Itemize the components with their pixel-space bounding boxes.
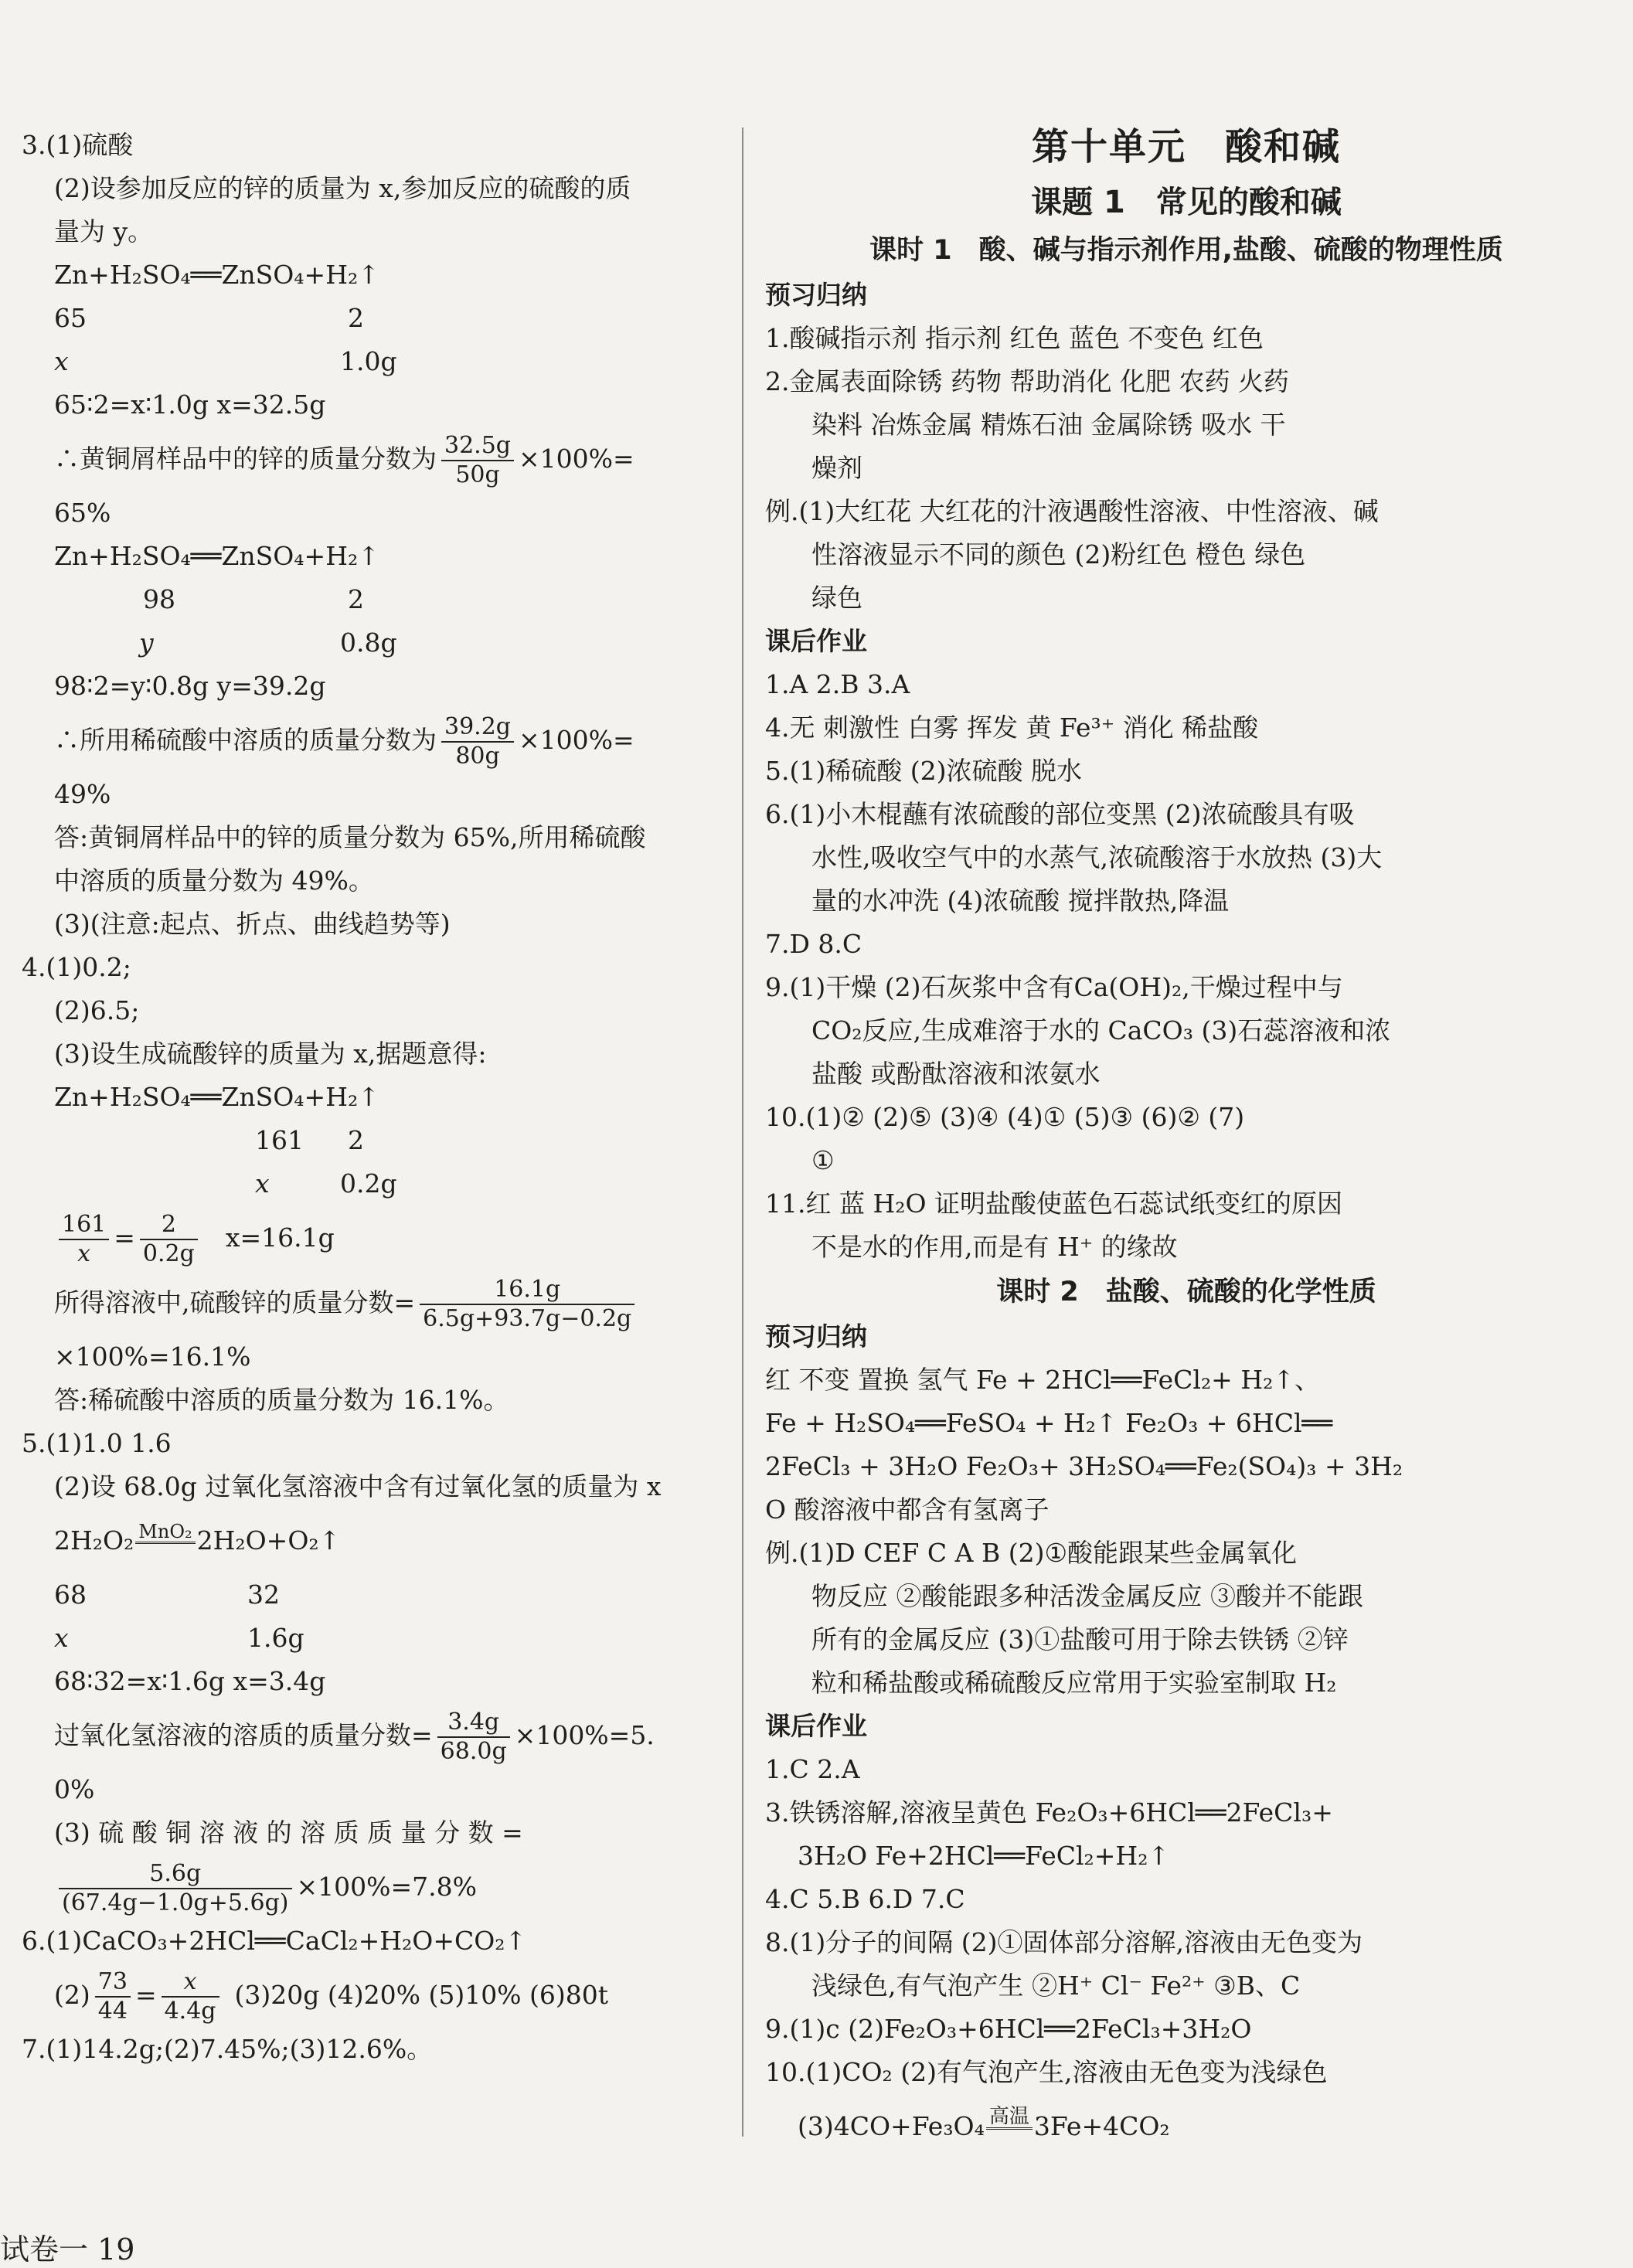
equals-sign: = xyxy=(114,1222,135,1253)
equation-ratio xyxy=(22,578,717,621)
answer-line: 4.(1)0.2; xyxy=(22,952,131,982)
numerator: 5.6g xyxy=(59,1860,292,1889)
ratio-value: 2 xyxy=(348,1125,364,1155)
denominator: 4.4g xyxy=(164,1998,216,2025)
answer-line: 燥剂 xyxy=(811,453,862,483)
fraction-line xyxy=(22,1270,717,1335)
answer-line: 量为 y。 xyxy=(54,216,154,247)
fraction xyxy=(59,1860,292,1917)
answer-line: 物反应 ②酸能跟多种活泼金属反应 ③酸并不能跟 xyxy=(811,1581,1363,1611)
answer-line: 7.D 8.C xyxy=(765,929,862,959)
answer-line: 49% xyxy=(54,779,111,809)
fraction-suffix: (3)20g (4)20% (5)10% (6)80t xyxy=(234,1980,609,2010)
answer-line: 9.(1)c (2)Fe₂O₃+6HCl══2FeCl₃+3H₂O xyxy=(765,2014,1252,2044)
answer-line: 65∶2=x∶1.0g x=32.5g xyxy=(54,389,326,420)
equation-line: Zn+H₂SO₄══ZnSO₄+H₂↑ xyxy=(54,1082,379,1112)
answer-line: 性溶液显示不同的颜色 (2)粉红色 橙色 绿色 xyxy=(811,539,1306,570)
fraction xyxy=(95,1968,131,2025)
fraction-line xyxy=(22,427,717,491)
ratio-value: x xyxy=(54,346,69,376)
section-heading: 课后作业 xyxy=(765,626,867,656)
lesson-title: 课时 1 酸、碱与指示剂作用,盐酸、硫酸的物理性质 xyxy=(869,235,1503,266)
fraction-suffix: ×100%=5. xyxy=(514,1720,655,1750)
catalyst: MnO₂ xyxy=(135,1522,195,1544)
denominator: (67.4g−1.0g+5.6g) xyxy=(62,1889,289,1916)
answer-line: 答:稀硫酸中溶质的质量分数为 16.1%。 xyxy=(54,1385,509,1415)
fraction-prefix: 所得溶液中,硫酸锌的质量分数= xyxy=(54,1287,416,1318)
numerator: 73 xyxy=(95,1968,131,1998)
fraction xyxy=(59,1211,109,1268)
answer-line: (2)设参加反应的锌的质量为 x,参加反应的硫酸的质 xyxy=(54,173,631,203)
denominator: x xyxy=(77,1240,91,1267)
answer-line: 3.铁锈溶解,溶液呈黄色 Fe₂O₃+6HCl══2FeCl₃+ xyxy=(765,1797,1333,1828)
fraction-suffix: ×100%= xyxy=(519,444,634,474)
answer-line: 3.(1)硫酸 xyxy=(22,130,134,160)
answer-line: 水性,吸收空气中的水蒸气,浓硫酸溶于水放热 (3)大 xyxy=(811,842,1383,872)
numerator: 161 xyxy=(59,1211,109,1240)
numerator: x xyxy=(162,1968,219,1998)
fraction-prefix: ∴黄铜屑样品中的锌的质量分数为 xyxy=(54,444,437,474)
answer-line: Fe + H₂SO₄══FeSO₄ + H₂↑ Fe₂O₃ + 6HCl══ xyxy=(765,1408,1333,1438)
equation-ratio xyxy=(22,297,717,340)
answer-line: 答:黄铜屑样品中的锌的质量分数为 65%,所用稀硫酸 xyxy=(54,822,646,852)
answer-line: 不是水的作用,而是有 H⁺ 的缘故 xyxy=(811,1232,1178,1262)
fraction-suffix: ×100%=7.8% xyxy=(296,1872,477,1902)
ratio-value: 68 xyxy=(54,1579,87,1610)
answer-line: (3) 硫 酸 铜 溶 液 的 溶 质 质 量 分 数 = xyxy=(54,1817,523,1848)
denominator: 80g xyxy=(455,743,500,770)
product: 3Fe+4CO₂ xyxy=(1033,2111,1170,2141)
right-column xyxy=(765,116,1607,2159)
page-footer: 试卷一 19 xyxy=(0,2232,135,2266)
catalyst-arrow xyxy=(135,1522,195,1564)
equation-ratio xyxy=(22,1162,717,1205)
answer-line: CO₂反应,生成难溶于水的 CaCO₃ (3)石蕊溶液和浓 xyxy=(811,1015,1391,1046)
answer-line: 染料 冶炼金属 精炼石油 金属除锈 吸水 干 xyxy=(811,410,1286,440)
answer-line: 6.(1)小木棍蘸有浓硫酸的部位变黑 (2)浓硫酸具有吸 xyxy=(765,799,1355,829)
denominator: 44 xyxy=(97,1998,128,2025)
answer-line: 98∶2=y∶0.8g y=39.2g xyxy=(54,671,326,701)
answer-line: (2)设 68.0g 过氧化氢溶液中含有过氧化氢的质量为 x xyxy=(54,1471,662,1501)
unit-title: 第十单元 酸和碱 xyxy=(1031,125,1341,168)
ratio-value: 1.6g xyxy=(247,1623,304,1653)
equation-ratio xyxy=(22,340,717,383)
fraction-line xyxy=(22,1703,717,1768)
answer-line: 10.(1)CO₂ (2)有气泡产生,溶液由无色变为浅绿色 xyxy=(765,2057,1328,2087)
answer-line: 红 不变 置换 氢气 Fe + 2HCl══FeCl₂+ H₂↑、 xyxy=(765,1365,1320,1395)
answer-line: 4.C 5.B 6.D 7.C xyxy=(765,1884,965,1914)
fraction xyxy=(437,1709,510,1766)
answer-line: ×100%=16.1% xyxy=(54,1341,251,1372)
answer-line: 量的水冲洗 (4)浓硫酸 搅拌散热,降温 xyxy=(811,886,1230,916)
answer-line: 浅绿色,有气泡产生 ②H⁺ Cl⁻ Fe²⁺ ③B、C xyxy=(811,1970,1301,2001)
reactant: 2H₂O₂ xyxy=(54,1525,134,1556)
column-divider xyxy=(742,128,743,2137)
ratio-value: 32 xyxy=(247,1579,280,1610)
section-heading: 预习归纳 xyxy=(765,1321,867,1352)
product: 2H₂O+O₂↑ xyxy=(196,1525,341,1556)
numerator: 32.5g xyxy=(441,432,514,461)
fraction-suffix: x=16.1g xyxy=(225,1222,335,1253)
fraction-suffix: ×100%= xyxy=(519,725,634,755)
lesson-title: 课时 2 盐酸、硫酸的化学性质 xyxy=(996,1277,1376,1307)
answer-line: (3)(注意:起点、折点、曲线趋势等) xyxy=(54,909,451,939)
equation-line xyxy=(765,2094,1607,2159)
equation-line: Zn+H₂SO₄══ZnSO₄+H₂↑ xyxy=(54,541,379,571)
answer-line: 3H₂O Fe+2HCl══FeCl₂+H₂↑ xyxy=(798,1841,1170,1871)
fraction-line: (2) $\frac{73}{44}$ = $\frac{x}{4.4g}$ (3)20g (4)20% (5)10% (6)80t xyxy=(54,1968,609,2025)
answer-line: 盐酸 或酚酞溶液和浓氨水 xyxy=(811,1059,1101,1089)
answer-line: 1.C 2.A xyxy=(765,1754,860,1784)
denominator: 6.5g+93.7g−0.2g xyxy=(423,1305,632,1332)
ratio-value: x xyxy=(255,1168,270,1199)
ratio-value: 161 xyxy=(255,1125,304,1155)
answer-line: 7.(1)14.2g;(2)7.45%;(3)12.6%。 xyxy=(22,2034,433,2064)
condition-arrow xyxy=(986,2106,1033,2151)
answer-line: 例.(1)大红花 大红花的汁液遇酸性溶液、中性溶液、碱 xyxy=(765,496,1379,526)
fraction-line xyxy=(22,1855,717,1919)
fraction-line xyxy=(22,1205,717,1270)
answer-line: 1.A 2.B 3.A xyxy=(765,669,910,699)
answer-line: 65% xyxy=(54,498,111,528)
ratio-value: 0.8g xyxy=(340,627,397,658)
denominator: 68.0g xyxy=(440,1738,507,1765)
answer-line: 中溶质的质量分数为 49%。 xyxy=(54,865,374,896)
numerator: 3.4g xyxy=(437,1709,510,1738)
numerator: 16.1g xyxy=(420,1276,634,1305)
fraction xyxy=(441,432,514,489)
answer-line: 5.(1)稀硫酸 (2)浓硫酸 脱水 xyxy=(765,756,1082,786)
answer-line: 例.(1)D CEF C A B (2)①酸能跟某些金属氧化 xyxy=(765,1538,1298,1568)
answer-line: ① xyxy=(811,1145,835,1175)
fraction xyxy=(420,1276,634,1333)
answer-line: 68∶32=x∶1.6g x=3.4g xyxy=(54,1666,326,1696)
ratio-value: 2 xyxy=(348,584,364,614)
answer-line: 10.(1)② (2)⑤ (3)④ (4)① (5)③ (6)② (7) xyxy=(765,1102,1245,1132)
topic-title: 课题 1 常见的酸和碱 xyxy=(1031,185,1342,220)
answer-line: (3)设生成硫酸锌的质量为 x,据题意得: xyxy=(54,1039,487,1069)
answer-line: 1.酸碱指示剂 指示剂 红色 蓝色 不变色 红色 xyxy=(765,323,1264,353)
ratio-value: 65 xyxy=(54,303,87,333)
fraction xyxy=(441,713,514,770)
equation-ratio xyxy=(22,621,717,665)
denominator: 50g xyxy=(455,461,500,488)
section-heading: 课后作业 xyxy=(765,1711,867,1741)
equation-line xyxy=(22,1508,717,1573)
answer-line: 所有的金属反应 (3)①盐酸可用于除去铁锈 ②锌 xyxy=(811,1624,1349,1654)
answer-line: 9.(1)干燥 (2)石灰浆中含有Ca(OH)₂,干燥过程中与 xyxy=(765,972,1343,1002)
fraction-prefix: ∴所用稀硫酸中溶质的质量分数为 xyxy=(54,725,437,755)
ratio-value: 1.0g xyxy=(340,346,397,376)
answer-line: 2FeCl₃ + 3H₂O Fe₂O₃+ 3H₂SO₄══Fe₂(SO₄)₃ + 3H₂ xyxy=(765,1451,1403,1481)
answer-line: 粒和稀盐酸或稀硫酸反应常用于实验室制取 H₂ xyxy=(811,1668,1337,1698)
ratio-value: y xyxy=(139,627,154,658)
answer-line: 8.(1)分子的间隔 (2)①固体部分溶解,溶液由无色变为 xyxy=(765,1927,1363,1957)
answer-line: 2.金属表面除锈 药物 帮助消化 化肥 农药 火药 xyxy=(765,366,1289,396)
reactant: (3)4CO+Fe₃O₄ xyxy=(798,2111,985,2141)
numerator: 39.2g xyxy=(441,713,514,743)
answer-line: 绿色 xyxy=(811,583,862,613)
answer-line: 11.红 蓝 H₂O 证明盐酸使蓝色石蕊试纸变红的原因 xyxy=(765,1188,1343,1219)
equation-ratio xyxy=(22,1119,717,1162)
fraction-prefix: 过氧化氢溶液的溶质的质量分数= xyxy=(54,1720,433,1750)
ratio-value: 0.2g xyxy=(340,1168,397,1199)
fraction xyxy=(140,1211,198,1268)
fraction-prefix: (2) xyxy=(54,1980,90,2010)
numerator: 2 xyxy=(140,1211,198,1240)
equation-ratio xyxy=(22,1573,717,1617)
answer-line: 0% xyxy=(54,1774,95,1804)
answer-line: 6.(1)CaCO₃+2HCl══CaCl₂+H₂O+CO₂↑ xyxy=(22,1926,527,1956)
left-column xyxy=(22,124,717,2071)
answer-line: 5.(1)1.0 1.6 xyxy=(22,1428,172,1458)
answer-line: 4.无 刺激性 白雾 挥发 黄 Fe³⁺ 消化 稀盐酸 xyxy=(765,712,1259,743)
equation-ratio xyxy=(22,1617,717,1660)
section-heading: 预习归纳 xyxy=(765,280,867,310)
equation-line: Zn+H₂SO₄══ZnSO₄+H₂↑ xyxy=(54,260,379,290)
ratio-value: x xyxy=(54,1623,69,1653)
answer-line: O 酸溶液中都含有氢离子 xyxy=(765,1494,1050,1525)
reaction-condition: 高温 xyxy=(986,2106,1033,2130)
ratio-value: 98 xyxy=(143,584,175,614)
fraction xyxy=(162,1968,219,2025)
denominator: 0.2g xyxy=(142,1240,195,1267)
fraction-line xyxy=(22,708,717,773)
answer-line: (2)6.5; xyxy=(54,995,140,1025)
ratio-value: 2 xyxy=(348,303,364,333)
